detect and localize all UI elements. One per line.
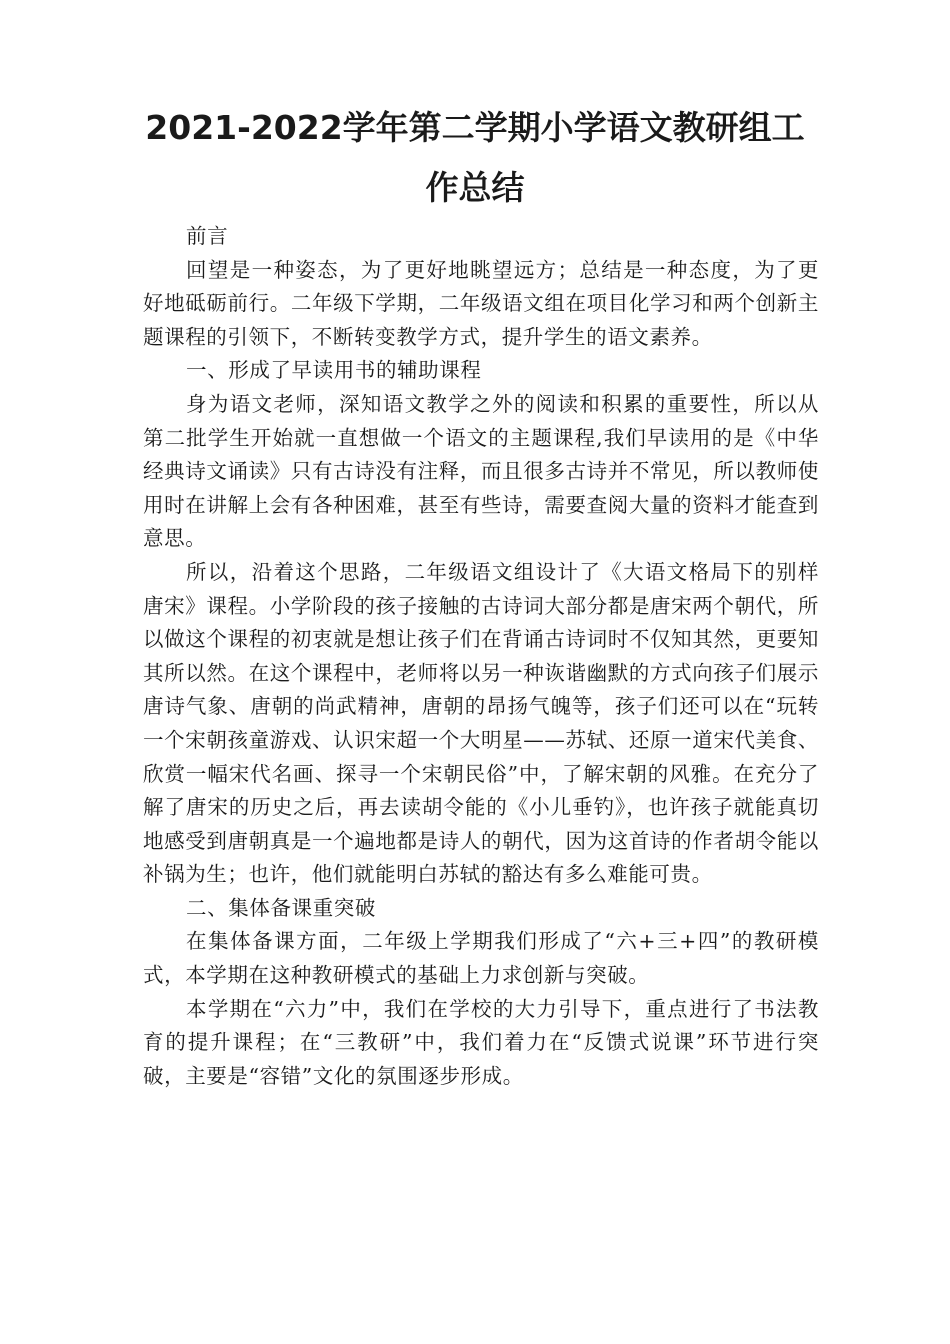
section-2-paragraph-1: 在集体备课方面，二年级上学期我们形成了“六+三+四”的教研模式，本学期在这种教研模式的基础上力求创新与突破。 <box>143 929 819 988</box>
section-heading-2: 二、集体备课重突破 <box>186 895 376 920</box>
section-heading-1: 一、形成了早读用书的辅助课程 <box>186 358 482 383</box>
section-1-paragraph-2: 所以，沿着这个思路，二年级语文组设计了《大语文格局下的别样唐宋》课程。小学阶段的孩子接触的古诗词大部分都是唐宋两个朝代，所以做这个课程的初衷就是想让孩子们在背诵古诗词时不仅知其然，更要知其所以然。在这个课程中，老师将以另一种诙谐幽默的方式向孩子们展示唐诗气象、唐朝的尚武精神，唐朝的昂扬气魄等，孩子们还可以在“玩转一个宋朝孩童游戏、认识宋超一个大明星——苏轼、还原一道宋代美食、欣赏一幅宋代名画、探寻一个宋朝民俗”中，了解宋朝的风雅。在充分了解了唐宋的历史之后，再去读胡令能的《小儿垂钓》，也许孩子就能真切地感受到唐朝真是一个遍地都是诗人的朝代，因为这首诗的作者胡令能以补锅为生；也许，他们就能明白苏轼的豁达有多么难能可贵。 <box>143 559 819 887</box>
title-line-2: 作总结 <box>425 168 525 207</box>
section-1-paragraph-1: 身为语文老师，深知语文教学之外的阅读和积累的重要性，所以从第二批学生开始就一直想做一个语文的主题课程,我们早读用的是《中华经典诗文诵读》只有古诗没有注释，而且很多古诗并不常见，所以教师使用时在讲解上会有各种困难，甚至有些诗，需要查阅大量的资料才能查到意思。 <box>143 391 819 551</box>
preface-paragraph: 回望是一种姿态，为了更好地眺望远方；总结是一种态度，为了更好地砥砺前行。二年级下学期，二年级语文组在项目化学习和两个创新主题课程的引领下，不断转变教学方式，提升学生的语文素养。 <box>143 257 819 349</box>
title-line-1: 2021-2022学年第二学期小学语文教研组工 <box>145 108 805 147</box>
section-2-paragraph-2: 本学期在“六力”中，我们在学校的大力引导下，重点进行了书法教育的提升课程；在“三教研”中，我们着力在“反馈式说课”环节进行突破，主要是“容错”文化的氛围逐步形成。 <box>143 996 819 1088</box>
document-body <box>143 220 819 1093</box>
preface-heading: 前言 <box>186 224 229 248</box>
document-title <box>140 98 810 218</box>
